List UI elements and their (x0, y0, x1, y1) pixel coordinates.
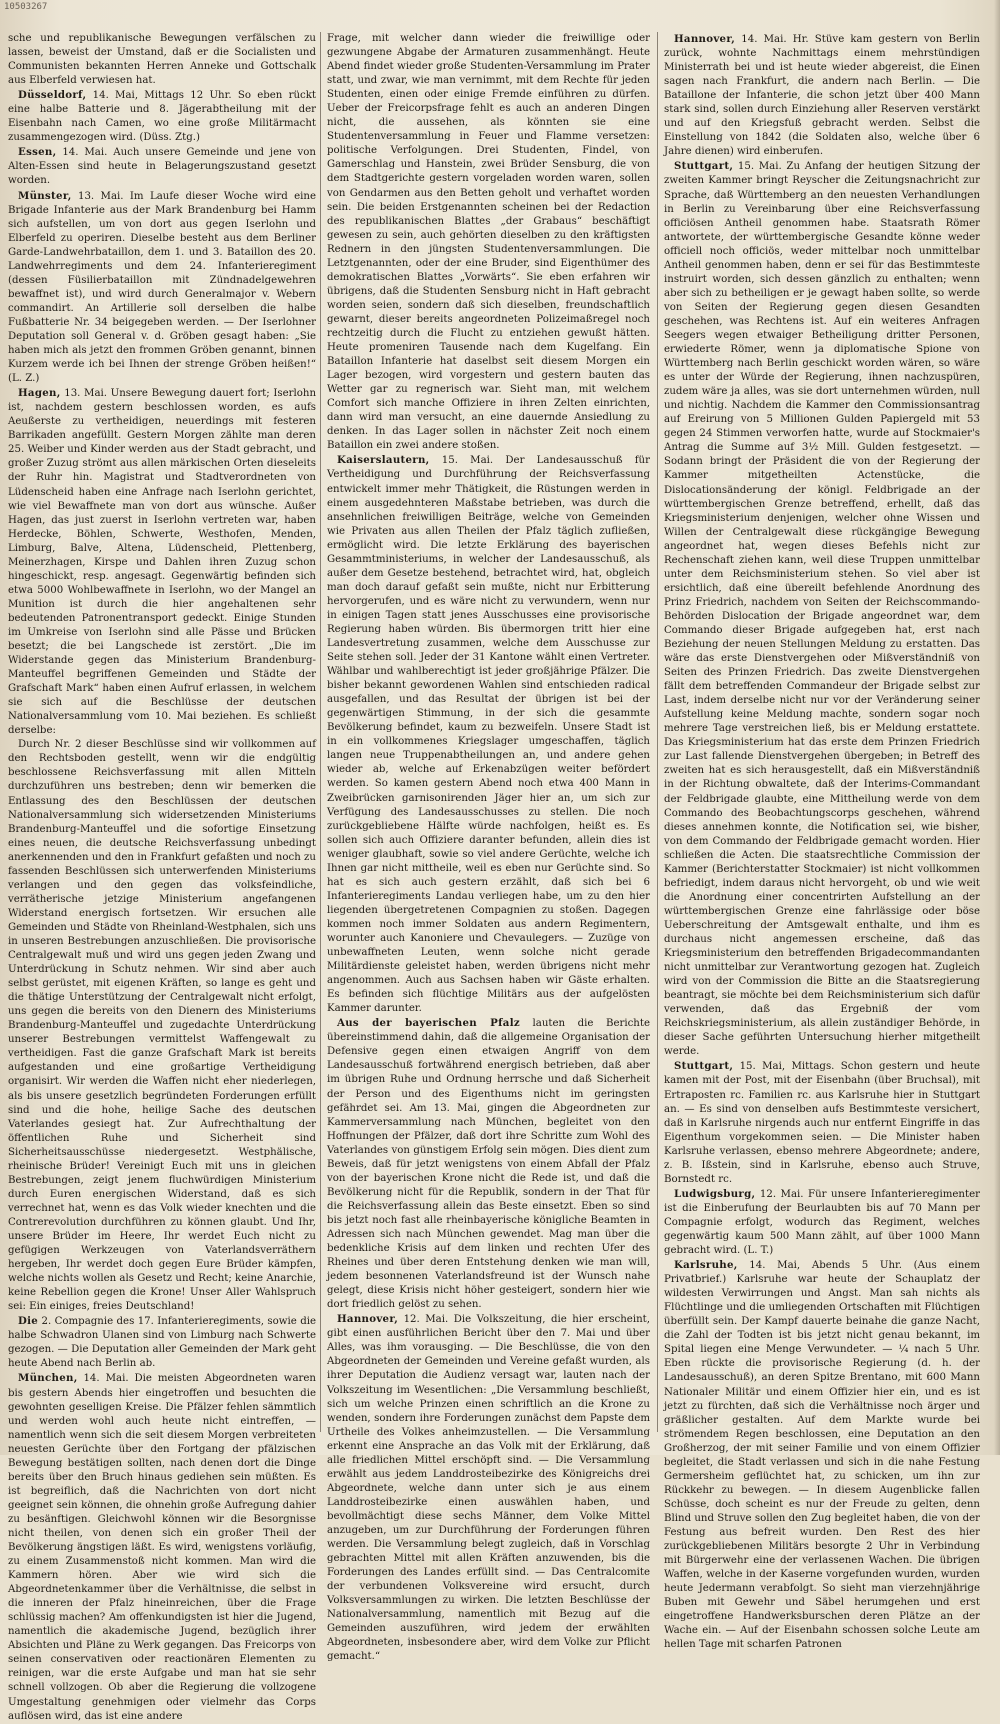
paragraph-text: 14. Mai. Hr. Stüve kam gestern von Berlin zurück, wohnte Nachmittags einem mehrstündigen Ministerrath bei und ist heute wieder abgereist, die Einen sagen nach Frankfurt, die andern nach Berlin. — Die Bataillone der Infanterie, die schon jetzt über 400 Mann stark sind, sollen durch Einziehung aller Reserven verstärkt und auf den Kriegsfuß gebracht werden. Selbst die Einstellung von 1842 (die Soldaten also, welche über 6 Jahre dienen) wird einberufen. (664, 34, 980, 158)
article-paragraph (8, 88, 316, 145)
dateline-place: Aus der bayerischen Pfalz (337, 1017, 520, 1030)
dateline-place: Hannover, (674, 33, 736, 45)
paragraph-text: 12. Mai. Die Volkszeitung, die hier erscheint, gibt einen ausführlichen Bericht über den 7. Mai und über Alles, was ihm vorausging. — Die Beschlüsse, die von den Abgeordneten der Gemeinden und Vereine gefaßt wurden, als ihrer Deputation die Audienz versagt war, lauten nach der Volkszeitung im Wesentlichen: „Die Versammlung beschließt, sich um welche Prinzen einen schriftlich an die Krone zu wenden, sondern ihre Forderungen zunächst dem Papste dem Urtheile des Volkes anheimzustellen. — Die Versammlung erkennt eine Ansprache an das Volk mit der Erklärung, daß alle friedlichen Mittel erschöpft sind. — Die Versammlung erwählt aus jedem Landdrosteibezirke des Königreichs drei Abgeordnete, welche dann unter sich je aus einem Landdrosteibezirke einen auswählen haben, und bevollmächtigt diese sechs Männer, dem Volke Mittel anzugeben, um zur Durchführung der Forderungen führen werden. Die Versammlung belegt zugleich, daß in Vorschlag gebrachten Mittel mit allen Kräften anzuwenden, bis die Forderungen des Landes erfüllt sind. — Das Centralcomite der verbundenen Volksvereine wird ersucht, durch Volksversammlungen zu wirken. Die letzten Beschlüsse der Nationalversammlung, namentlich mit Bezug auf die Gemeinden auszuführen, wird jedem der erwählten Abgeordneten, insbesondere aber, wird dem Volke zur Pflicht gemacht.“ (327, 1314, 650, 1663)
dateline-place: München, (18, 1372, 78, 1385)
paragraph-text: Durch Nr. 2 dieser Beschlüsse sind wir vollkommen auf den Rechtsboden gestellt, wenn wir die endgültig beschlossene Reichsverfassung mit allen Mitteln durchzuführen uns bestreben; denn wir bemerken die Entlassung des den Beschlüssen der deutschen Nationalversammlung sich widersetzenden Ministeriums Brandenburg-Manteuffel und die sofortige Einsetzung eines neuen, die deutsche Reichsverfassung unbedingt anerkennenden und den in Frankfurt gefaßten und noch zu fassenden Beschlüssen sich unterwerfenden Ministeriums verlangen und den gegen das volksfeindliche, verrätherische jetzige Ministerium angefangenen Widerstand energisch fortsetzen. Wir ersuchen alle Gemeinden und Städte von Rheinland-Westphalen, sich uns in unseren Bestrebungen anzuschließen. Die provisorische Centralgewalt muß und wird uns gegen jeden Zwang und Unterdrückung in Schutz nehmen. Wir sind aber auch selbst gerüstet, mit eigenen Kräften, so lange es geht und die thätige Unterstützung der Centralgewalt nicht erfolgt, uns gegen die bereits von den Dienern des Ministeriums Brandenburg-Manteuffel und zugedachte Unterdrückung unserer Bestrebungen vermittelst Waffengewalt zu vertheidigen. Fast die ganze Grafschaft Mark ist bereits aufgestanden und eine großartige Vertheidigung organisirt. Wir werden die Waffen nicht eher niederlegen, als bis unsere gesetzlich begründeten Forderungen erfüllt sind und die hohe, heilige Sache des deutschen Vaterlandes gesiegt hat. Zur Aufrechthaltung der öffentlichen Ruhe und Sicherheit sind Sicherheitsausschüsse niedergesetzt. Westphälische, rheinische Brüder! Vereinigt Euch mit uns in gleichen Bestrebungen, zeigt jenem fluchwürdigen Ministerium durch Euren energischen Widerstand, daß es sich verrechnet hat, wenn es das Volk wieder knechten und die Contrerevolution durchführen zu können glaubt. Und Ihr, unsere Brüder im Heere, Ihr werdet Euch nicht zu gefügigen Werkzeugen von Vaterlandsverräthern hergeben, Ihr werdet doch gegen Eure Brüder kämpfen, welche nichts wollen als Gesetz und Recht; keine Anarchie, keine Rebellion gegen die Krone! Unser Aller Wahlspruch sei: Ein einiges, freies Deutschland! (8, 739, 316, 1313)
article-paragraph (664, 1059, 980, 1186)
article-paragraph (664, 159, 980, 1059)
article-paragraph (8, 738, 316, 1314)
paragraph-text: sche und republikanische Bewegungen verfälschen zu lassen, beweist der Umstand, daß er die Socialisten und Communisten bekannten Herren Anneke und Gottschalk aus Elberfeld verwiesen hat. (8, 33, 316, 87)
paragraph-text: 14. Mai. Auch unsere Gemeinde und jene von Alten-Essen sind heute in Belagerungszustand gesetzt worden. (8, 147, 316, 187)
article-paragraph (8, 145, 316, 188)
dateline-place: Münster, (18, 189, 72, 202)
article-paragraph (8, 189, 316, 387)
column-rule (657, 32, 658, 1432)
paragraph-text: 15. Mai. Zu Anfang der heutigen Sitzung der zweiten Kammer bringt Reyscher die Zeitungsnachricht zur Sprache, daß Württemberg an den neuesten Verhandlungen in Berlin zu Vereinbarung über eine Reichsverfassung officiösen Antheil genommen habe. Staatsrath Römer antwortete, der württembergische Gesandte könne weder officiell noch officiös, weder mittelbar noch unmittelbar Antheil genommen haben, denn er sei für das Bestimmteste instruirt worden, sich dessen gänzlich zu enthalten; wenn aber sich zu betheiligen er je gewagt haben sollte, so werde von Seiten der Regierung gegen diesen Gesandten geschehen, was Rechtens ist. Auf ein weiteres Anfragen Seegers wegen etwaiger Betheiligung dritter Personen, erwiederte Römer, wenn ja diplomatische Spione von Württemberg nach Berlin geschickt worden wären, so wäre es unter der Würde der Regierung, ihnen nachzuspüren, zudem wäre ja alles, was sie dort unternehmen würden, null und nichtig. Nachdem die Kammer den Commissionsantrag auf Ereirung von 5 Millionen Gulden Papiergeld mit 53 gegen 24 Stimmen verworfen hatte, wurde auf Stockmaier's Antrag die Summe auf 3½ Mill. Gulden festgesetzt. — Sodann bringt der Präsident die von der Regierung der Kammer mitgetheilten Actenstücke, die Dislocationsänderung der königl. Feldbrigade an der württembergischen Grenze betreffend, erhellt, daß das Kriegsministerium denjenigen, welcher ohne Wissen und Willen der Centralgewalt diese rückgängige Bewegung angeordnet hat, wegen dieses Befehls nicht zur Rechenschaft ziehen kann, weil diese Truppen unmittelbar unter dem Reichsministerium stehen. So viel aber ist ersichtlich, daß eine übereilt befehlende Anordnung des Prinz Friedrich, nachdem von Seiten der Reichscommando-Behörden Dislocation der Brigade angeordnet war, dem Commando dieser Brigade aufgegeben hat, erst nach Beziehung der neuen Stellungen Meldung zu erstatten. Das wäre das erste Dienstvergehen oder Mißverständniß von Seiten des Prinzen Friedrich. Das zweite Dienstvergehen fällt dem betreffenden Commandeur der Brigade selbst zur Last, indem derselbe nicht nur vor der Veränderung seiner Aufstellung keine Meldung machte, sondern sogar noch mehrere Tage verstreichen ließ, bis er Meldung erstattete. Das Kriegsministerium hat das erste dem Prinzen Friedrich zur Last fallende Dienstvergehen übergeben; in Betreff des zweiten hat es sich herausgestellt, daß ein Mißverständniß in der Richtung obwaltete, daß der Interims-Commandant der Feldbrigade glaubte, eine Mittheilung werde von dem Commando des Beobachtungscorps geschehen, während dieses annehmen konnte, die Notification sei, wie bisher, von dem Commando der Feldbrigade gemacht worden. Hier schließen die Acten. Die staatsrechtliche Commission der Kammer (Berichterstatter Stockmaier) ist nicht vollkommen befriedigt, indem daraus nicht hervorgeht, ob und wie weit die Anordnung einer concentrirten Aufstellung an der württembergischen Grenze eine fahrlässige oder böse Ueberschreitung der Amtsgewalt enthalte, und ihm es durchaus nicht angemessen erscheine, daß das Kriegsministerium den betreffenden Brigadecommandanten nicht unmittelbar zur Verantwortung gezogen hat. Zugleich wird von der Commission die Bitte an die Staatsregierung beantragt, sie möchte bei dem Reichsministerium sich dafür verwenden, daß das Ergebniß der vom Reichskriegsministerium, als allein zuständiger Behörde, in dieser Sache geführten Untersuchung hierher mitgetheilt werde. (664, 161, 980, 1058)
dateline-place: Ludwigsburg, (674, 1187, 756, 1200)
paragraph-text: 15. Mai, Mittags. Schon gestern und heute kamen mit der Post, mit der Eisenbahn (über Bruchsal), mit Ertraposten rc. Familien rc. aus Karlsruhe hier in Stuttgart an. — Es sind von denselben aufs Bestimmteste versichert, daß in Karlsruhe nirgends auch nur entfernt Eingriffe in das Eigenthum vorgekommen seien. — Die Minister haben Karlsruhe verlassen, ebenso mehrere Abgeordnete; andere, z. B. Ißstein, sind in Karlsruhe, ebenso auch Struve, Bornstedt rc. (664, 1061, 980, 1185)
column-1 (8, 32, 316, 1722)
article-paragraph (664, 1187, 980, 1258)
dateline-place: Essen, (18, 146, 57, 159)
dateline-place: Stuttgart, (674, 160, 734, 173)
column-2 (327, 32, 650, 1663)
article-paragraph (8, 1371, 316, 1723)
column-rule (320, 32, 321, 1432)
paragraph-text: 13. Mai. Im Laufe dieser Woche wird eine Brigade Infanterie aus der Mark Brandenburg bei Hamm sich aufstellen, um von dort aus gegen Iserlohn und Elberfeld zu operiren. Dieselbe besteht aus dem Berliner Garde-Landwehrbataillon, dem 1. und 3. Bataillon des 20. Landwehrregiments und dem 24. Infanterieregiment (dessen Füsilierbataillon mit Zündnadelgewehren bewaffnet ist), und wird durch Generalmajor v. Webern commandirt. An Artillerie soll derselben die halbe Fußbatterie Nr. 34 beigegeben werden. — Der Iserlohner Deputation soll General v. d. Gröben gesagt haben: „Sie haben mich als jetzt den frommen Gröben genannt, binnen Kurzem werde ich bei Ihnen der strenge Gröben heißen!“ (L. Z.) (8, 190, 316, 385)
document-id: 10503267 (4, 2, 48, 12)
paragraph-text: 15. Mai. Der Landesausschuß für Vertheidigung und Durchführung der Reichsverfassung entwickelt immer mehr Thätigkeit, die Rüstungen werden in einem ausgedehnteren Maßstabe betrieben, was durch die ansehnlichen freiwilligen Beiträge, welche von Gemeinden wie Privaten aus allen Theilen der Pfalz täglich zufließen, ermöglicht wird. Die letzte Erklärung des bayerischen Gesammtministeriums, in welcher der Landesausschuß, als außer dem Gesetze bestehend, betrachtet wird, hat, obgleich man doch darauf gefaßt sein mußte, nicht nur Erbitterung hervorgerufen, und es wäre nicht zu verwundern, wenn nur in einigen Tagen statt jenes Ausschusses eine provisorische Regierung haben würden. Bis übermorgen tritt hier eine Landesvertretung zusammen, welche dem Ausschusse zur Seite stehen soll. Jeder der 31 Kantone wählt einen Vertreter. Wählbar und wahlberechtigt ist jeder großjährige Pfälzer. Die bisher bekannt gewordenen Wahlen sind entschieden radical ausgefallen, und das Resultat der übrigen ist bei der gegenwärtigen Stimmung, in der sich die gesammte Bevölkerung befindet, kaum zu bezweifeln. Unsere Stadt ist in ein vollkommenes Kriegslager umgeschaffen, täglich langen neue Truppenabtheilungen an, und andere gehen wieder ab, welche auf Erkenabzügen weiter befördert werden. So kamen gestern Abend noch etwa 400 Mann in Zweibrücken garnisonirenden Jäger hier an, um sich zur Verfügung des Landesausschusses zu stellen. Die noch zurückgebliebene Hälfte würde nachfolgen, heißt es. Es sollen sich auch Offiziere daranter befunden, allein dies ist weniger glaubhaft, sowie so viel andere Gerüchte, welche ich Ihnen gar nicht mittheile, weil es eben nur Gerüchte sind. So hat es sich auch gestern erzählt, daß sich bei 6 Infanterieregiments Landau verliegen habe, um zu den hier liegenden übergetretenen Compagnien zu stoßen. Dagegen kommen noch immer Soldaten aus andern Regimentern, worunter auch Kanoniere und Chevaulegers. — Zuzüge von unbewaffneten Leuten, wenn solche nicht gerade Militärdienste geleistet haben, werden übrigens nicht mehr angenommen. Auch aus Sachsen haben wir Gäste erhalten. Es befinden sich flüchtige Militärs aus der aufgelösten Kammer darunter. (327, 455, 650, 1015)
article-paragraph (664, 32, 980, 159)
article-paragraph (8, 386, 316, 738)
article-paragraph (327, 1312, 650, 1664)
paragraph-text: 14. Mai, Abends 5 Uhr. (Aus einem Privatbrief.) Karlsruhe war heute der Schauplatz der wildesten Verwirrungen und Angst. Man sah nichts als Flüchtlinge und die umliegenden Ortschaften mit Flüchtigen überfüllt sein. Der Kampf dauerte beinahe die ganze Nacht, die Zahl der Todten ist bis jetzt nicht genau bekannt, im Spital liegen eine Menge Verwundeter. — ¼ nach 5 Uhr. Eben rückte die provisorische Regierung (d. h. der Landesausschuß), an deren Spitze Brentano, mit 600 Mann Nationaler Militär und einem Offizier hier ein, und es ist jetzt zu fürchten, daß sich die Verhältnisse noch ärger und gräßlicher gestalten. Auf dem Markte wurde bei strömendem Regen beschlossen, eine Deputation an den Großherzog, der mit seiner Familie und von einem Offizier begleitet, die Stadt verlassen und sich in die nahe Festung Germersheim geflüchtet hat, zu schicken, um ihn zur Rückkehr zu bewegen. — In diesem Augenblicke fallen Schüsse, doch scheint es nur der Freude zu gelten, denn Blind und Struve sollen den Zug begleitet haben, die von der Festung aus befreit wurden. Den Rest des hier zurückgebliebenen Militärs besorgte 2 Uhr in Verbindung mit Bürgerwehr eine der verlassenen Wachen. Die übrigen Waffen, welche in der Kaserne vorgefunden wurden, wurden heute Jedermann verabfolgt. So sieht man vierzehnjährige Buben mit Gewehr und Säbel herumgehen und erst eingetroffene Handwerksburschen deren Plätze an der Wache ein. — Auf der Eisenbahn schossen solche Leute am hellen Tage mit scharfen Patronen (664, 1260, 980, 1651)
column-3 (664, 32, 980, 1651)
dateline-place: Düsseldorf, (18, 89, 87, 102)
article-paragraph (327, 32, 650, 453)
article-paragraph (8, 1314, 316, 1371)
dateline-place: Stuttgart, (674, 1060, 734, 1073)
paragraph-text: 14. Mai, Mittags 12 Uhr. So eben rückt eine halbe Batterie und 8. Jägerabtheilung mit der Eisenbahn nach Camen, wo eine große Militärmacht zusammengezogen wird. (Düss. Ztg.) (8, 90, 316, 144)
paragraph-text: 12. Mai. Für unsere Infanterieregimenter ist die Einberufung der Beurlaubten bis auf 70 Mann per Compagnie erfolgt, wodurch das Regiment, welches gegenwärtig kaum 500 Mann zählt, auf über 1000 Mann gebracht wird. (L. T.) (664, 1188, 980, 1257)
dateline-place: Die (18, 1315, 39, 1328)
dateline-place: Hagen, (18, 387, 61, 400)
paragraph-text: lauten die Berichte übereinstimmend dahin, daß die allgemeine Organisation der Defensive gegen einen etwaigen Angriff von dem Landesausschuß fortwährend energisch betrieben, daß aber im übrigen Ruhe und Ordnung herrsche und daß Sicherheit der Person und des Eigenthums nicht im geringsten gefährdet sei. Am 13. Mai, gingen die Abgeordneten zur Kammerversammlung nach München, begleitet von den Hoffnungen der Pfälzer, daß dort ihre Schritte zum Wohl des Vaterlandes von günstigem Erfolg sein mögen. Dies dient zum Beweis, daß für jetzt wenigstens von einem Abfall der Pfalz von der bayerischen Krone nicht die Rede ist, und daß die Bevölkerung nicht für die Republik, sondern in der That für die Reichsverfassung allein das Beste einsetzt. Eben so sind bis jetzt noch fast alle rheinbayerische königliche Beamten in Adressen sich nach München gewendet. Mag man über die bedenkliche Krisis auf dem linken und rechten Ufer des Rheines und über deren Entstehung denken wie man will, jedem besonnenen Vaterlandsfreund ist der Wunsch nahe gelegt, diese Krisis nicht höher gesteigert, sondern hier wie dort friedlich gelöst zu sehen. (327, 1018, 650, 1311)
page-edge-shadow (994, 0, 1000, 1455)
dateline-place: Hannover, (337, 1313, 399, 1326)
article-paragraph (327, 1016, 650, 1312)
article-paragraph (327, 453, 650, 1016)
paragraph-text: 2. Compagnie des 17. Infanterieregiments, sowie die halbe Schwadron Ulanen sind von Limburg nach Schwerte gezogen. — Die Deputation aller Gemeinden der Mark geht heute Abend nach Berlin ab. (8, 1316, 316, 1370)
article-paragraph (8, 32, 316, 88)
dateline-place: Karlsruhe, (674, 1259, 738, 1272)
article-paragraph (664, 1258, 980, 1652)
dateline-place: Kaiserslautern, (337, 454, 430, 467)
paragraph-text: Frage, mit welcher dann wieder die freiwillige oder gezwungene Abgabe der Armaturen zusammenhängt. Heute Abend findet wieder große Studenten-Versammlung im Prater statt, und zwar, wie man vernimmt, mit dem Rechte für jeden Studenten, einen oder einige Fremde einführen zu dürfen. Ueber der Freicorpsfrage fehlt es auch an anderen Dingen nicht, die aussehen, als könnten sie eine Studentenversammlung in Feuer und Flamme versetzen: politische Verfolgungen. Drei Studenten, Findel, von Gamerschlag und Hanstein, zwei Brüder Sensburg, die von dem Stadtgerichte gestern vorgeladen worden waren, sollen von Gendarmen aus den Betten geholt und verhaftet worden sein. Die beiden Erstgenannten scheinen bei der Redaction des republikanischen Blattes „der Grabaus“ beschäftigt gewesen zu sein, auch gehörten dieselben zu den kräftigsten Rednern in den jüngsten Studentenversammlungen. Die Letztgenannten, oder der eine Bruder, sind Eigenthümer des demokratischen Blattes „Vorwärts“. Sie eben erfahren wir übrigens, daß die Studenten Sensburg nicht in Haft gebracht worden seien, sondern daß sich dieselben, freundschaftlich gewarnt, dieser bereits angeordneten Polizeimaßregel noch rechtzeitig durch die Flucht zu entziehen gewußt hätten. Heute promeniren Tausende nach dem Kugelfang. Ein Bataillon Infanterie hat daselbst seit diesem Morgen ein Lager bezogen, wird vorgestern und gestern bauten das Wetter gar zu regnerisch war. Sieht man, mit welchem Comfort sich manche Offiziere in ihren Zelten einrichten, dann wird man versucht, an eine dauernde Ansiedlung zu denken. In das Lager sollen in nächster Zeit noch einem Bataillon ein zwei andere stoßen. (327, 33, 650, 452)
paragraph-text: 13. Mai. Unsere Bewegung dauert fort; Iserlohn ist, nachdem gestern beschlossen worden, es aufs Aeußerste zu vertheidigen, neuerdings mit festeren Barrikaden angefüllt. Gestern Morgen zählte man deren 25. Weiber und Kinder werden aus der Stadt gebracht, und großer Zuzug strömt aus allen märkischen Orten dieseleits der Ruhr hin. Magistrat und Stadtverordneten von Lüdenscheid haben eine Anfrage nach Iserlohn gerichtet, wie viel Bewaffnete man von dort aus wünsche. Außer Hagen, das just zuerst in Iserlohn vertreten war, haben Herdecke, Böhlen, Schwerte, Westhofen, Menden, Limburg, Balve, Altena, Lüdenscheid, Plettenberg, Meinerzhagen, Kirspe und Dahlen ihren Zuzug schon hingeschickt, resp. angesagt. Gegenwärtig befinden sich etwa 5000 Wohlbewaffnete in Iserlohn, wo der Mangel an Munition ist durch die hier angehaltenen sehr bedeutenden Patronentransport gedeckt. Einige Stunden im Umkreise von Iserlohn sind alle Pässe und Brücken besetzt; die bei Langschede ist zerstört. „Die im Widerstande gegen das Ministerium Brandenburg-Manteuffel begriffenen Gemeinden und Städte der Grafschaft Mark“ haben einen Aufruf erlassen, in welchem sie sich auf die Beschlüsse der deutschen Nationalversammlung vom 10. Mai beziehen. Es schließt derselbe: (8, 388, 316, 737)
paragraph-text: 14. Mai. Die meisten Abgeordneten waren bis gestern Abends hier eingetroffen und besuchten die gewohnten geselligen Kreise. Die Pfälzer fehlen sämmtlich und werden wohl auch heute nicht eintreffen, — namentlich wenn sich die seit diesem Morgen verbreiteten neuesten Gerüchte über den Fortgang der pfälzischen Bewegung bestätigen sollten, nach denen dort die Dinge bereits über den Bruch hinaus gediehen sein müßten. Es ist begreiflich, daß die Nachrichten von dort nicht geeignet sein können, die ohnehin große Aufregung dahier zu besänftigen. Gleichwohl können wir die Besorgnisse nicht theilen, von denen sich ein großer Theil der Bevölkerung ängstigen läßt. Es wird, wenigstens vorläufig, zu einem Zusammenstoß nicht kommen. Man wird die Kammern hören. Aber wie wird sich die Abgeordnetenkammer über die Verhältnisse, die selbst in die inneren der Pfalz hineinreichen, über die Frage schlüssig machen? Am offenkundigsten ist hier die Jugend, namentlich die akademische Jugend, bezüglich ihrer Absichten und Pläne zu Werk gegangen. Das Freicorps von seinen conservativen oder reactionären Elementen zu reinigen, war die erste Aufgabe und man hat sie sehr schnell vollzogen. Ob aber die Regierung die vollzogene Umgestaltung genehmigen oder vielmehr das Corps auflösen wird, das ist eine andere (8, 1373, 316, 1722)
